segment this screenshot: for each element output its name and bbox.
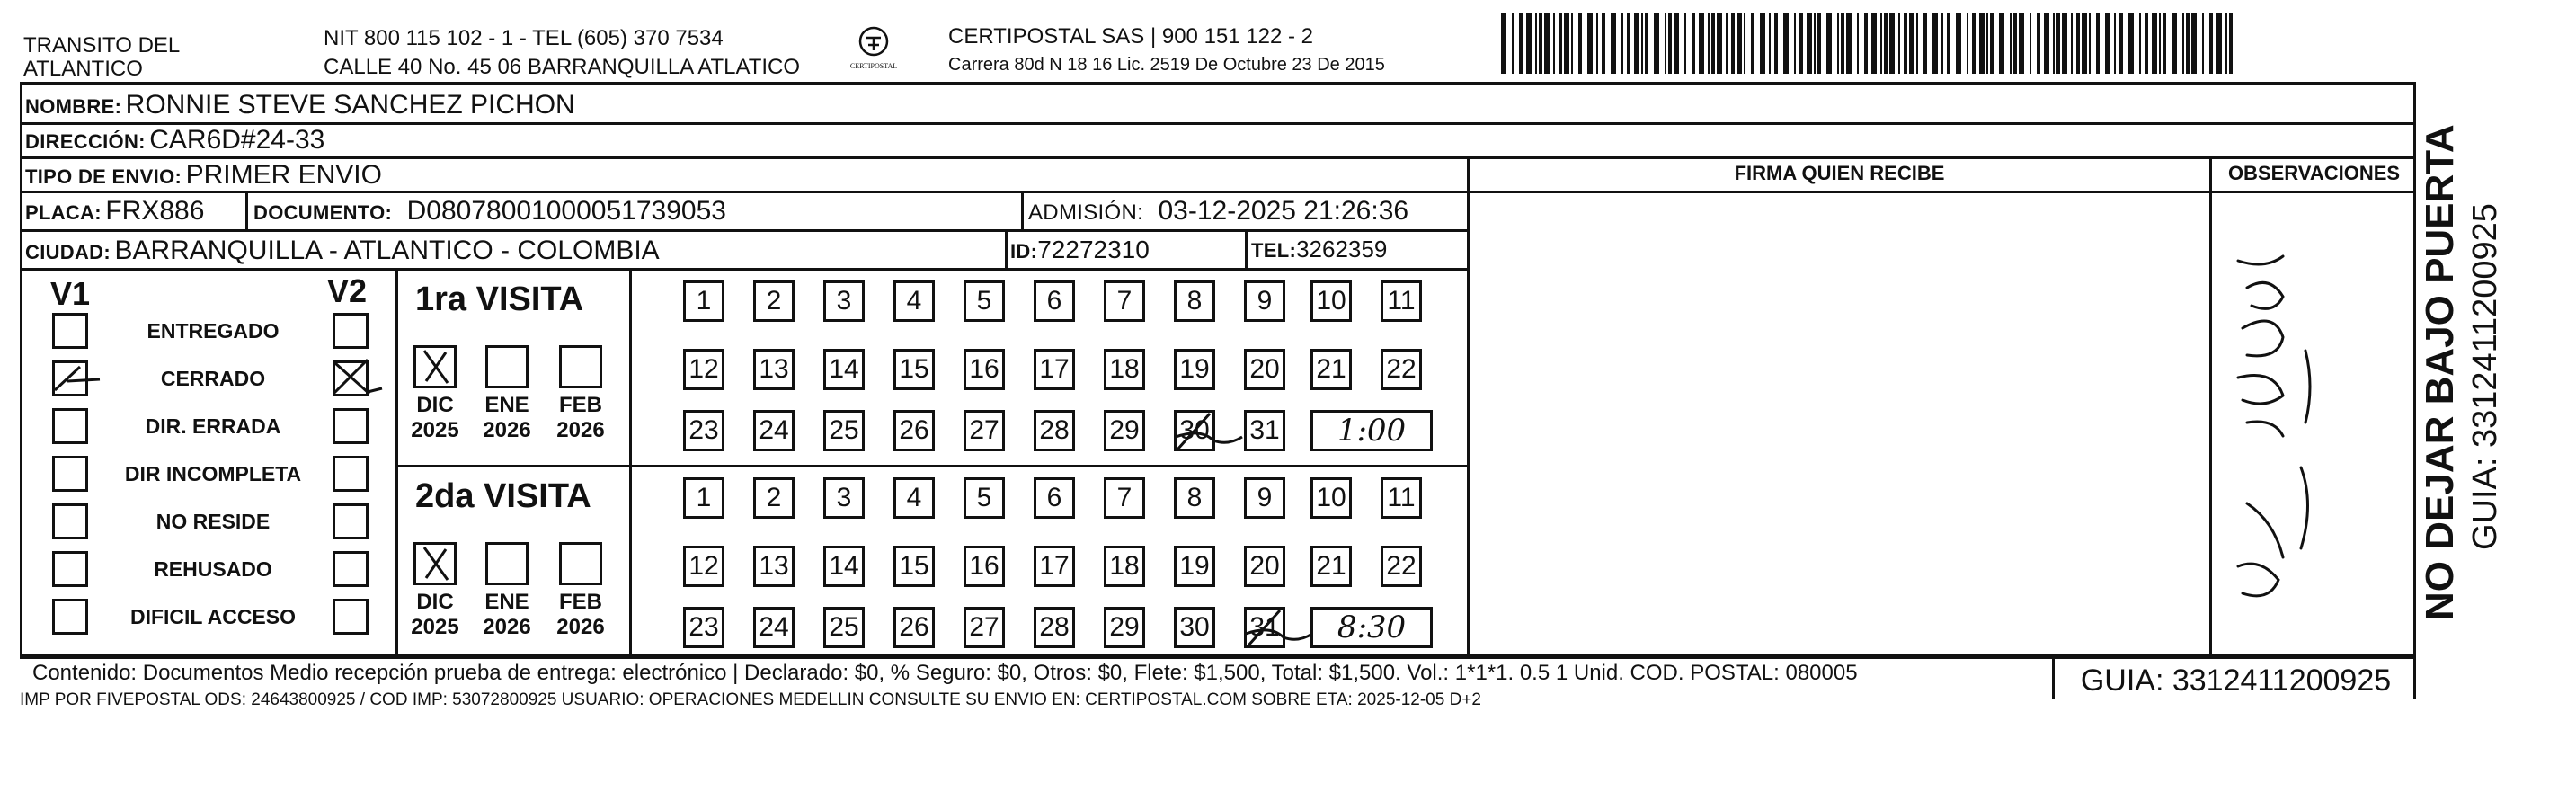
month-label: DIC — [416, 590, 454, 614]
barcode-bar — [1544, 13, 1550, 74]
documento-field — [253, 196, 726, 227]
footer-imp-clip — [20, 690, 2051, 705]
barcode-bar — [1769, 13, 1771, 74]
barcode-bar — [2114, 13, 2116, 74]
row-divider — [20, 191, 1467, 193]
sender-address: CALLE 40 No. 45 06 BARRANQUILLA ATLATICO — [324, 55, 801, 79]
barcode-bar — [2163, 13, 2166, 74]
row-divider — [20, 268, 1467, 271]
side-guia: GUIA: 3312411200925 — [2466, 203, 2504, 550]
v1-checkbox[interactable] — [52, 599, 88, 635]
barcode-bar — [2172, 13, 2177, 74]
day-box[interactable]: 31 — [1244, 410, 1285, 451]
barcode-bar — [2089, 13, 2091, 74]
day-box[interactable]: 11 — [1381, 280, 1422, 322]
reason-label: CERRADO — [160, 367, 266, 390]
day-box[interactable]: 17 — [1034, 349, 1075, 390]
v1-checkbox[interactable] — [52, 313, 88, 349]
barcode-bar — [1665, 13, 1666, 74]
v1-checkbox[interactable] — [52, 551, 88, 587]
day-box[interactable]: 8 — [1174, 280, 1215, 322]
barcode-bar — [1837, 13, 1839, 74]
barcode-bar — [2082, 13, 2087, 74]
v1-checkbox[interactable] — [52, 360, 88, 396]
nombre-value: RONNIE STEVE SANCHEZ PICHON — [125, 90, 575, 120]
barcode-bar — [1559, 13, 1562, 74]
barcode-bar — [1814, 13, 1816, 74]
nombre-label: NOMBRE: — [25, 95, 122, 118]
barcode-bar — [1999, 13, 2004, 74]
tel-field — [1251, 236, 1387, 263]
barcode-bar — [1884, 13, 1888, 74]
admision-label: ADMISIÓN: — [1028, 200, 1144, 225]
barcode-bar — [1708, 13, 1710, 74]
barcode-bar — [1923, 13, 1927, 74]
barcode-bar — [1553, 13, 1555, 74]
day-box[interactable]: 3 — [823, 477, 865, 519]
day-box[interactable]: 26 — [893, 607, 935, 648]
barcode-bar — [1519, 13, 1523, 74]
guia-box-divider — [2052, 656, 2055, 699]
day-box[interactable]: 17 — [1034, 546, 1075, 587]
barcode-bar — [1799, 13, 1803, 74]
day-box[interactable]: 9 — [1244, 477, 1285, 519]
sender-name — [23, 34, 180, 81]
barcode-bar — [2225, 13, 2227, 74]
barcode-bar — [2105, 13, 2110, 74]
svg-text:CERTIPOSTAL: CERTIPOSTAL — [849, 62, 898, 70]
reason-label: DIR INCOMPLETA — [124, 462, 302, 485]
barcode-bar — [1967, 13, 1968, 74]
visit-divider — [395, 465, 1467, 467]
barcode-bar — [1807, 13, 1812, 74]
sender-nit: NIT 800 115 102 - 1 - TEL (605) 370 7534 — [324, 26, 724, 50]
cell-divider — [1005, 229, 1008, 268]
tipo-field — [25, 160, 382, 191]
barcode-bar — [2096, 13, 2100, 74]
company-info — [948, 25, 1385, 76]
barcode-bar — [1596, 13, 1598, 74]
barcode-bar — [1794, 13, 1796, 74]
month-checkbox[interactable] — [559, 345, 602, 388]
day-box[interactable]: 12 — [683, 349, 724, 390]
barcode-bar — [2209, 13, 2213, 74]
handwritten-time-box[interactable] — [1310, 607, 1433, 648]
month-label: FEB — [559, 590, 602, 614]
barcode-bar — [2128, 13, 2134, 74]
barcode-bar — [1578, 13, 1582, 74]
barcode-bar — [2019, 13, 2024, 74]
barcode-bar — [2119, 13, 2123, 74]
v2-heading: V2 — [327, 272, 368, 309]
day-box[interactable]: 5 — [964, 280, 1005, 322]
barcode-bar — [1654, 13, 1659, 74]
barcode-bar — [1972, 13, 1976, 74]
day-box[interactable]: 19 — [1174, 546, 1215, 587]
sender-line-1: TRANSITO DEL — [23, 33, 181, 58]
day-box[interactable]: 7 — [1104, 280, 1145, 322]
barcode-bar — [1857, 13, 1859, 74]
barcode-bar — [1571, 13, 1573, 74]
year-label: 2026 — [556, 615, 605, 639]
year-label: 2026 — [556, 418, 605, 442]
x-mark-icon — [413, 542, 457, 585]
reason-label: DIFICIL ACCESO — [129, 605, 296, 628]
day-box[interactable]: 9 — [1244, 280, 1285, 322]
day-box[interactable]: 27 — [964, 607, 1005, 648]
ciudad-value: BARRANQUILLA - ATLANTICO - COLOMBIA — [114, 236, 660, 265]
visit-title: 1ra VISITA — [415, 280, 584, 318]
documento-value: D08078001000051739053 — [406, 196, 726, 226]
day-box[interactable]: 19 — [1174, 349, 1215, 390]
day-mark — [1174, 410, 1246, 459]
day-box[interactable]: 18 — [1104, 349, 1145, 390]
barcode-bar — [1699, 13, 1704, 74]
barcode-bar — [1535, 13, 1537, 74]
day-box[interactable]: 6 — [1034, 280, 1075, 322]
barcode-bar — [1501, 13, 1506, 74]
month-label: ENE — [484, 393, 529, 417]
direccion-field — [25, 125, 324, 156]
observaciones-header: OBSERVACIONES — [2227, 162, 2401, 184]
month-label: DIC — [416, 393, 454, 417]
barcode-bar — [1539, 13, 1542, 74]
id-field — [1010, 236, 1150, 264]
day-box[interactable]: 21 — [1310, 349, 1352, 390]
day-box[interactable]: 15 — [893, 546, 935, 587]
month-label: ENE — [484, 590, 529, 614]
barcode-bar — [1717, 13, 1722, 74]
month-checkbox[interactable] — [559, 542, 602, 585]
year-label: 2026 — [483, 615, 531, 639]
day-box[interactable]: 20 — [1244, 546, 1285, 587]
company-name: CERTIPOSTAL SAS | 900 151 122 - 2 — [948, 24, 1313, 49]
barcode-bar — [1817, 13, 1821, 74]
day-box[interactable]: 6 — [1034, 477, 1075, 519]
footer-content: Contenido: Documentos Medio recepción prueba de entrega: electrónico | Declarado: $0, % Seguro: $0, Otros: $0, Flete: $1,500, Total: $1,500. Vol.: 1*1*1. 0.5 1 Unid. COD. POSTAL: 080005 — [32, 661, 1858, 685]
v2-checkbox[interactable] — [333, 456, 369, 492]
barcode-bar — [1986, 13, 1988, 74]
row-divider — [20, 156, 2416, 159]
barcode-bar — [1684, 13, 1686, 74]
day-box[interactable]: 29 — [1104, 410, 1145, 451]
day-box[interactable]: 1 — [683, 477, 724, 519]
direccion-value: CAR6D#24-33 — [149, 125, 325, 155]
barcode-bar — [1979, 13, 1985, 74]
barcode-bar — [2010, 13, 2012, 74]
day-box[interactable]: 11 — [1381, 477, 1422, 519]
month-checkbox[interactable] — [413, 542, 457, 585]
day-box[interactable]: 15 — [893, 349, 935, 390]
admision-field — [1028, 196, 1408, 227]
day-mark — [1244, 607, 1316, 656]
day-box[interactable]: 30 — [1174, 410, 1215, 451]
barcode-bar — [1737, 13, 1742, 74]
day-box[interactable]: 24 — [753, 607, 795, 648]
col-divider — [1467, 156, 1470, 656]
barcode-bar — [1932, 13, 1938, 74]
barcode-bar — [1751, 13, 1754, 74]
cell-divider — [1021, 191, 1024, 229]
cell-divider — [629, 268, 632, 656]
barcode-bar — [1602, 13, 1605, 74]
barcode-bar — [2056, 13, 2060, 74]
barcode-bar — [2159, 13, 2161, 74]
barcode-bar — [1731, 13, 1735, 74]
admision-value: 03-12-2025 21:26:36 — [1158, 196, 1409, 226]
footer-imp-line: IMP POR FIVEPOSTAL ODS: 24643800925 / COD IMP: 53072800925 USUARIO: OPERACIONES MEDELLIN CONSULTE SU ENVIO EN: CERTIPOSTAL.COM SOBRE ETA: 2025-12-05 D+2 — [20, 690, 1481, 705]
v1-checkbox[interactable] — [52, 503, 88, 539]
row-divider — [1467, 191, 2416, 193]
day-box[interactable]: 23 — [683, 607, 724, 648]
barcode-bar — [1634, 13, 1639, 74]
barcode-bar — [2186, 13, 2190, 74]
handwritten-time-box[interactable] — [1310, 410, 1433, 451]
documento-label: DOCUMENTO: — [253, 201, 393, 224]
tipo-value: PRIMER ENVIO — [185, 160, 382, 190]
barcode-bar — [1898, 13, 1900, 74]
handwritten-time: 8:30 — [1337, 610, 1407, 645]
barcode-bar — [1668, 13, 1672, 74]
guia-number-box: GUIA: 3312411200925 — [2080, 663, 2392, 698]
year-label: 2025 — [411, 418, 459, 442]
barcode-bar — [1864, 13, 1868, 74]
day-box[interactable]: 2 — [753, 280, 795, 322]
tel-label: TEL: — [1251, 239, 1297, 262]
barcode-bar — [1956, 13, 1961, 74]
day-box[interactable]: 25 — [823, 410, 865, 451]
month-checkbox[interactable] — [485, 345, 529, 388]
day-box[interactable]: 14 — [823, 546, 865, 587]
barcode-bar — [2182, 13, 2184, 74]
barcode-bar — [1783, 13, 1789, 74]
day-box[interactable]: 30 — [1174, 607, 1215, 648]
day-box[interactable]: 13 — [753, 546, 795, 587]
x-mark-icon — [413, 345, 457, 388]
day-box[interactable]: 28 — [1034, 410, 1075, 451]
row-divider — [20, 229, 1467, 232]
cell-divider — [1245, 229, 1248, 268]
day-box[interactable]: 3 — [823, 280, 865, 322]
day-box[interactable]: 22 — [1381, 349, 1422, 390]
barcode-bar — [1841, 13, 1844, 74]
barcode-bar — [2037, 13, 2040, 74]
handwritten-time: 1:00 — [1337, 413, 1407, 449]
ciudad-field — [25, 236, 660, 266]
visit-title: 2da VISITA — [415, 477, 591, 515]
col-divider — [2209, 156, 2212, 656]
barcode-bar — [1909, 13, 1914, 74]
day-box[interactable]: 2 — [753, 477, 795, 519]
barcode-bar — [1621, 13, 1623, 74]
guia-box-divider — [2413, 656, 2416, 699]
day-box[interactable]: 21 — [1310, 546, 1352, 587]
day-box[interactable]: 18 — [1104, 546, 1145, 587]
barcode-bar — [1611, 13, 1616, 74]
year-label: 2026 — [483, 418, 531, 442]
v1-heading: V1 — [50, 275, 91, 312]
barcode-bar — [1904, 13, 1907, 74]
direccion-label: DIRECCIÓN: — [25, 130, 146, 153]
certipostal-logo — [845, 25, 902, 76]
day-box[interactable]: 7 — [1104, 477, 1145, 519]
barcode-bar — [1564, 13, 1569, 74]
placa-field — [25, 196, 204, 227]
barcode-bar — [1916, 13, 1918, 74]
barcode-bar — [1526, 13, 1532, 74]
month-label: FEB — [559, 393, 602, 417]
sender-line-2: ATLANTICO — [23, 57, 143, 81]
barcode-bar — [2030, 13, 2031, 74]
v2-checkbox[interactable] — [333, 408, 369, 444]
day-box[interactable]: 28 — [1034, 607, 1075, 648]
barcode-bar — [1726, 13, 1728, 74]
barcode-bar — [1990, 13, 1994, 74]
day-box[interactable]: 5 — [964, 477, 1005, 519]
day-box[interactable]: 4 — [893, 477, 935, 519]
day-box[interactable]: 13 — [753, 349, 795, 390]
barcode-bar — [1871, 13, 1877, 74]
day-box[interactable]: 16 — [964, 546, 1005, 587]
barcode-bar — [1587, 13, 1593, 74]
sender-info — [324, 27, 800, 79]
nombre-field — [25, 90, 575, 120]
cell-divider — [395, 268, 398, 656]
day-box[interactable]: 14 — [823, 349, 865, 390]
day-box[interactable]: 10 — [1310, 477, 1352, 519]
barcode-bar — [1947, 13, 1950, 74]
day-box[interactable]: 16 — [964, 349, 1005, 390]
placa-value: FRX886 — [105, 196, 205, 226]
barcode-bar — [1889, 13, 1895, 74]
barcode-bar — [2013, 13, 2017, 74]
id-label: ID: — [1010, 240, 1038, 263]
reason-label: REHUSADO — [154, 557, 272, 581]
barcode-bar — [2071, 13, 2073, 74]
barcode-bar — [2053, 13, 2055, 74]
v2-checkbox[interactable] — [333, 551, 369, 587]
barcode-bar — [1711, 13, 1715, 74]
barcode-bar — [1774, 13, 1778, 74]
barcode-bar — [2216, 13, 2222, 74]
month-checkbox[interactable] — [413, 345, 457, 388]
day-box[interactable]: 27 — [964, 410, 1005, 451]
reason-label: DIR. ERRADA — [145, 414, 281, 438]
reason-label: NO RESIDE — [155, 510, 271, 533]
barcode-bar — [1760, 13, 1765, 74]
day-box[interactable]: 29 — [1104, 607, 1145, 648]
barcode-bar — [2191, 13, 2197, 74]
barcode-bar — [2202, 13, 2204, 74]
tel-value: 3262359 — [1296, 236, 1388, 263]
barcode-bar — [1692, 13, 1695, 74]
day-box[interactable]: 23 — [683, 410, 724, 451]
footer-divider — [20, 656, 2416, 659]
ciudad-label: CIUDAD: — [25, 241, 111, 263]
day-box[interactable]: 25 — [823, 607, 865, 648]
day-box[interactable]: 26 — [893, 410, 935, 451]
v2-checkbox[interactable] — [333, 503, 369, 539]
v2-checkbox[interactable] — [333, 313, 369, 349]
barcode-bar — [2062, 13, 2067, 74]
month-checkbox[interactable] — [485, 542, 529, 585]
barcode-bar — [1846, 13, 1852, 74]
day-box[interactable]: 8 — [1174, 477, 1215, 519]
day-box[interactable]: 20 — [1244, 349, 1285, 390]
id-value: 72272310 — [1037, 236, 1150, 263]
firma-header: FIRMA QUIEN RECIBE — [1734, 162, 1945, 184]
barcode-bar — [1512, 13, 1514, 74]
barcode-bar — [1941, 13, 1943, 74]
cell-divider — [245, 191, 248, 229]
no-dejar-warning: NO DEJAR BAJO PUERTA — [2418, 124, 2462, 620]
year-label: 2025 — [411, 615, 459, 639]
placa-label: PLACA: — [25, 201, 102, 224]
day-box[interactable]: 1 — [683, 280, 724, 322]
day-box[interactable]: 12 — [683, 546, 724, 587]
barcode-bar — [1627, 13, 1630, 74]
company-license: Carrera 80d N 18 16 Lic. 2519 De Octubre 23 De 2015 — [948, 55, 1385, 75]
barcode-bar — [1641, 13, 1643, 74]
barcode-bar — [2152, 13, 2157, 74]
day-box[interactable]: 24 — [753, 410, 795, 451]
barcode-bar — [2076, 13, 2080, 74]
v1-checkbox[interactable] — [52, 408, 88, 444]
barcode-bar — [2229, 13, 2233, 74]
day-box[interactable]: 4 — [893, 280, 935, 322]
day-box[interactable]: 31 — [1244, 607, 1285, 648]
row-divider — [20, 122, 2416, 125]
v2-checkbox[interactable] — [333, 360, 369, 396]
barcode-bar — [1744, 13, 1745, 74]
tipo-label: TIPO DE ENVIO: — [25, 165, 182, 188]
reason-label: ENTREGADO — [147, 319, 280, 343]
barcode-bar — [2139, 13, 2141, 74]
barcode-bar — [1826, 13, 1832, 74]
day-box[interactable]: 22 — [1381, 546, 1422, 587]
barcode — [1501, 13, 2238, 74]
observaciones-handwriting — [2220, 243, 2355, 629]
v1-checkbox[interactable] — [52, 456, 88, 492]
barcode-bar — [2044, 13, 2049, 74]
barcode-bar — [1645, 13, 1648, 74]
day-box[interactable]: 10 — [1310, 280, 1352, 322]
v2-checkbox[interactable] — [333, 599, 369, 635]
barcode-bar — [1880, 13, 1882, 74]
barcode-bar — [2145, 13, 2148, 74]
barcode-bar — [1674, 13, 1679, 74]
